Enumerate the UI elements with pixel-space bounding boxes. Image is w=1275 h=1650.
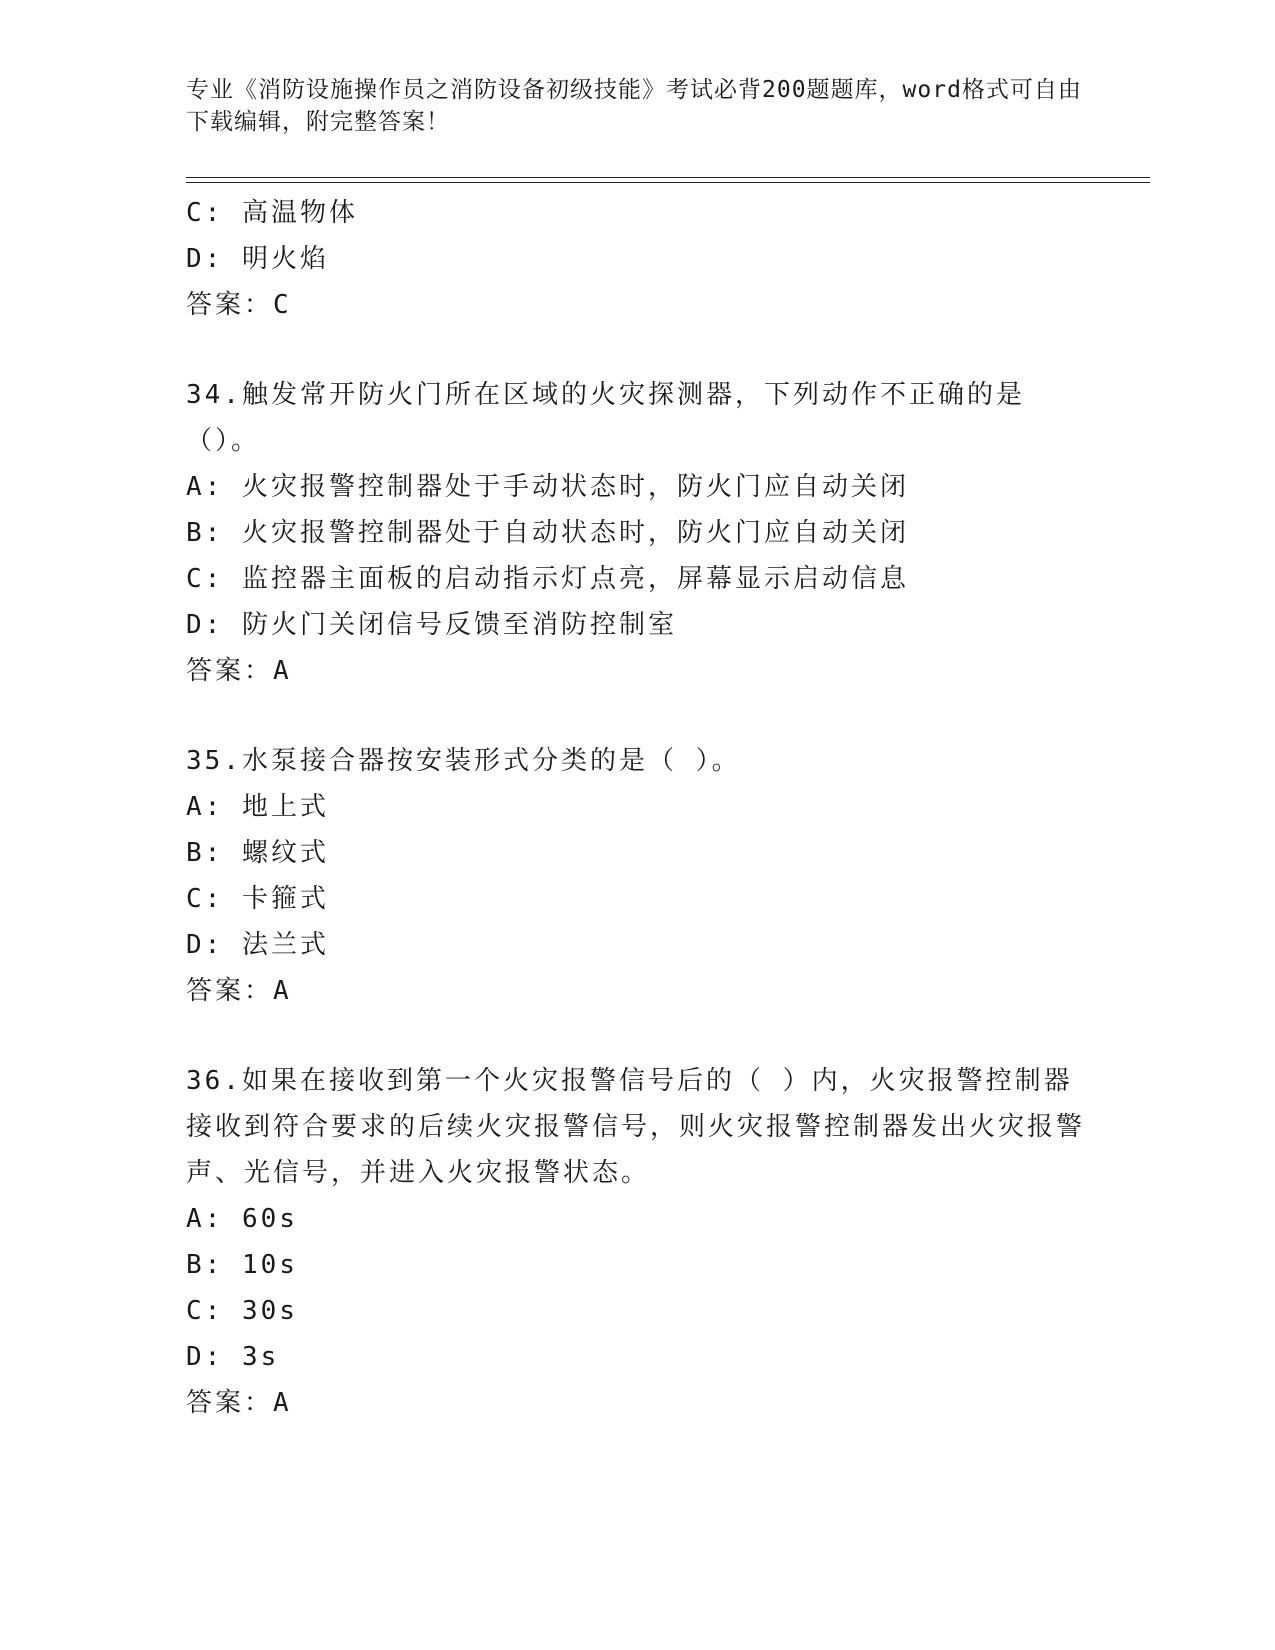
option-c xyxy=(186,190,1086,236)
spacer xyxy=(186,1014,1086,1058)
option-text: 火灾报警控制器处于自动状态时，防火门应自动关闭 xyxy=(241,518,909,548)
option-label: A: xyxy=(186,792,224,822)
document-title: 专业《消防设施操作员之消防设备初级技能》考试必背200题题库，word格式可自由下载编辑，附完整答案！ xyxy=(186,77,1082,135)
option-label: D: xyxy=(186,244,224,274)
option-text: 法兰式 xyxy=(241,930,329,960)
option-d xyxy=(186,922,1086,968)
option-text: 60s xyxy=(241,1204,298,1234)
option-a xyxy=(186,784,1086,830)
option-text: 高温物体 xyxy=(241,198,358,228)
option-label: A: xyxy=(186,472,224,502)
option-text: 火灾报警控制器处于手动状态时，防火门应自动关闭 xyxy=(241,472,909,502)
option-d xyxy=(186,602,1086,648)
option-label: C: xyxy=(186,884,224,914)
option-c xyxy=(186,876,1086,922)
option-b xyxy=(186,510,1086,556)
option-label: D: xyxy=(186,1342,224,1372)
option-text: 明火焰 xyxy=(241,244,329,274)
option-text: 防火门关闭信号反馈至消防控制室 xyxy=(241,610,677,640)
header-rule-top xyxy=(186,177,1150,178)
option-a xyxy=(186,1196,1086,1242)
option-b xyxy=(186,830,1086,876)
option-text: 卡箍式 xyxy=(241,884,329,914)
option-text: 螺纹式 xyxy=(241,838,329,868)
option-text: 地上式 xyxy=(241,792,329,822)
spacer xyxy=(186,694,1086,738)
answer-line: 答案：C xyxy=(186,290,292,320)
question-34 xyxy=(186,372,1086,694)
question-36 xyxy=(186,1058,1086,1426)
option-text: 3s xyxy=(241,1342,280,1372)
question-list xyxy=(186,190,1086,1426)
option-label: C: xyxy=(186,564,224,594)
option-label: C: xyxy=(186,1296,224,1326)
option-text: 30s xyxy=(241,1296,298,1326)
answer-line: 答案：A xyxy=(186,656,292,686)
previous-question-tail xyxy=(186,190,1086,328)
option-label: C: xyxy=(186,198,224,228)
spacer xyxy=(186,328,1086,372)
header-rule-bottom xyxy=(186,182,1150,183)
option-a xyxy=(186,464,1086,510)
option-d xyxy=(186,236,1086,282)
option-text: 10s xyxy=(241,1250,298,1280)
option-label: B: xyxy=(186,838,224,868)
question-35 xyxy=(186,738,1086,1014)
option-label: A: xyxy=(186,1204,224,1234)
document-header xyxy=(186,74,1086,138)
option-c xyxy=(186,556,1086,602)
option-label: D: xyxy=(186,930,224,960)
question-stem: 35.水泵接合器按安装形式分类的是（ ）。 xyxy=(186,746,741,776)
option-label: B: xyxy=(186,518,224,548)
question-stem: 34.触发常开防火门所在区域的火灾探测器，下列动作不正确的是（）。 xyxy=(186,380,1025,456)
answer-line: 答案：A xyxy=(186,1388,292,1418)
option-c xyxy=(186,1288,1086,1334)
question-stem: 36.如果在接收到第一个火灾报警信号后的（ ）内，火灾报警控制器接收到符合要求的后续火灾报警信号，则火灾报警控制器发出火灾报警声、光信号，并进入火灾报警状态。 xyxy=(186,1066,1086,1188)
option-text: 监控器主面板的启动指示灯点亮，屏幕显示启动信息 xyxy=(241,564,909,594)
answer-line: 答案：A xyxy=(186,976,292,1006)
option-b xyxy=(186,1242,1086,1288)
option-label: B: xyxy=(186,1250,224,1280)
option-label: D: xyxy=(186,610,224,640)
option-d xyxy=(186,1334,1086,1380)
